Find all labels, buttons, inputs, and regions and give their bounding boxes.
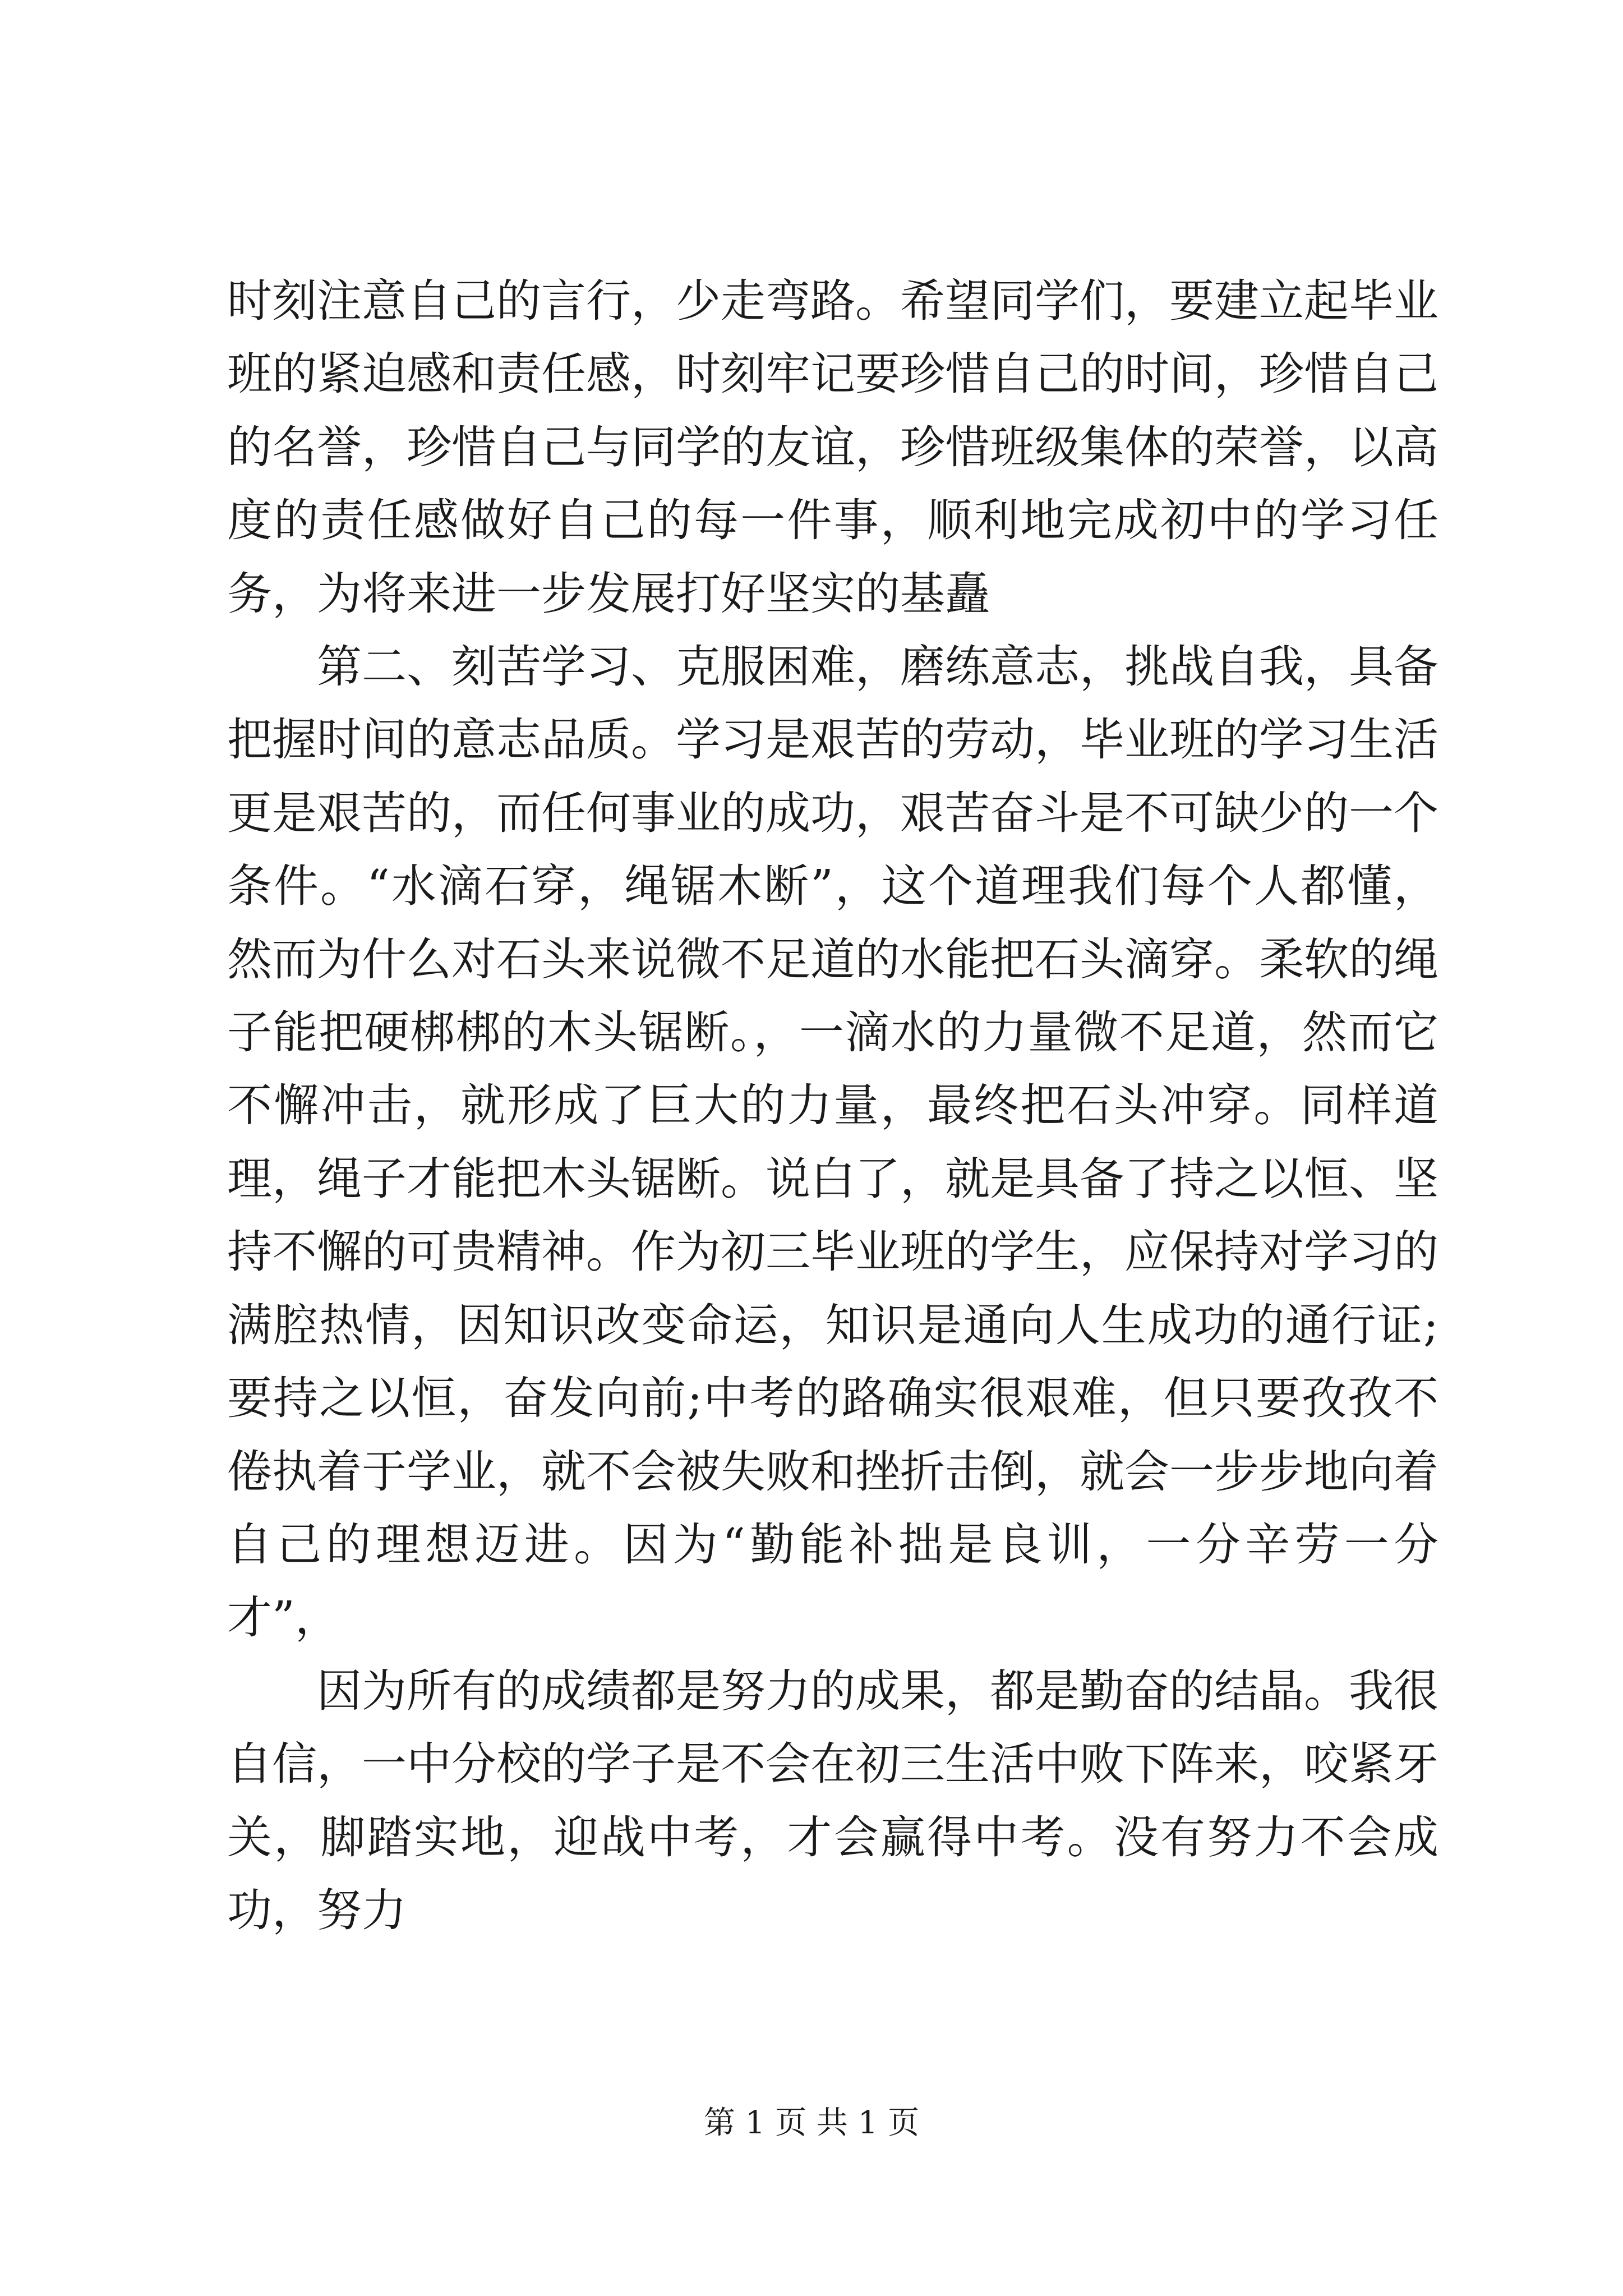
page-number-label: 第 1 页 共 1 页	[703, 2105, 920, 2141]
document-body	[227, 265, 1438, 1947]
paragraph-1: 时刻注意自己的言行，少走弯路。希望同学们，要建立起毕业班的紧迫感和责任感，时刻牢记要珍惜自己的时间，珍惜自己的名誉，珍惜自己与同学的友谊，珍惜班级集体的荣誉，以高度的责任感做好自己的每一件事，顺利地完成初中的学习任务，为将来进一步发展打好坚实的基矗	[227, 275, 1438, 620]
paragraph-3: 因为所有的成绩都是努力的成果，都是勤奋的结晶。我很自信，一中分校的学子是不会在初三生活中败下阵来，咬紧牙关，脚踏实地，迎战中考，才会赢得中考。没有努力不会成功，努力	[227, 1664, 1438, 1936]
paragraph-2: 第二、刻苦学习、克服困难，磨练意志，挑战自我，具备把握时间的意志品质。学习是艰苦的劳动，毕业班的学习生活更是艰苦的，而任何事业的成功，艰苦奋斗是不可缺少的一个条件。“水滴石穿，绳锯木断”，这个道理我们每个人都懂，然而为什么对石头来说微不足道的水能把石头滴穿。柔软的绳子能把硬梆梆的木头锯断。，一滴水的力量微不足道，然而它不懈冲击，就形成了巨大的力量，最终把石头冲穿。同样道理，绳子才能把木头锯断。说白了，就是具备了持之以恒、坚持不懈的可贵精神。作为初三毕业班的学生，应保持对学习的满腔热情，因知识改变命运，知识是通向人生成功的通行证;要持之以恒，奋发向前;中考的路确实很艰难，但只要孜孜不倦执着于学业，就不会被失败和挫折击倒，就会一步步地向着自己的理想迈进。因为“勤能补拙是良训，一分辛劳一分才”，	[227, 641, 1438, 1644]
page-footer	[0, 2104, 1623, 2143]
